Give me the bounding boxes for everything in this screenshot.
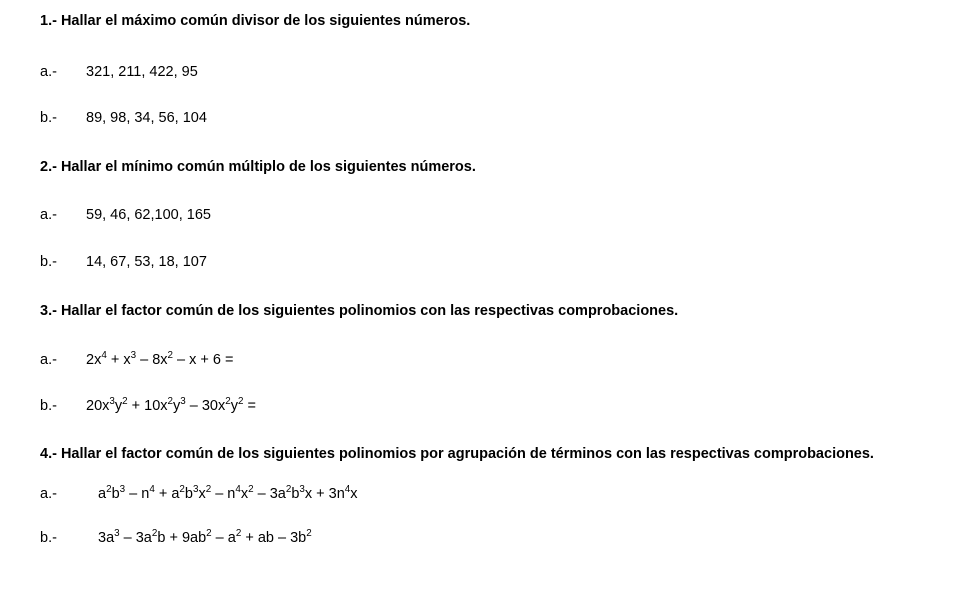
item-content: 89, 98, 34, 56, 104 — [86, 110, 207, 127]
item-content: $3a^3 - 3a^2b + 9ab^2 - a^2$ + ab – $3b^2$ — [98, 528, 312, 547]
question-4-item-b — [0, 529, 962, 549]
question-3-item-b — [0, 397, 962, 417]
item-label: a.- — [40, 63, 57, 80]
item-label: a.- — [40, 351, 57, 368]
question-1-item-b — [0, 109, 962, 129]
question-2 — [0, 158, 962, 178]
question-3-item-a — [0, 351, 962, 371]
item-label: b.- — [40, 530, 57, 547]
question-3-heading: 3.- Hallar el factor común de los siguientes polinomios con las respectivas comprobaciones. — [40, 303, 679, 320]
item-label: a.- — [40, 207, 57, 224]
item-label: b.- — [40, 397, 57, 414]
item-content: 59, 46, 62,100, 165 — [86, 207, 211, 224]
question-3 — [0, 302, 962, 322]
question-1 — [0, 12, 962, 32]
item-content: 14, 67, 53, 18, 107 — [86, 253, 207, 270]
question-2-item-b — [0, 253, 962, 273]
question-1-item-a — [0, 63, 962, 83]
item-content: $2x^4 + x^3 - 8x^2 - x + 6$ = — [86, 350, 234, 368]
item-content: 321, 211, 422, 95 — [86, 63, 198, 80]
question-4 — [0, 445, 962, 465]
item-label: b.- — [40, 253, 57, 270]
question-1-heading: 1.- Hallar el máximo común divisor de los siguientes números. — [40, 13, 471, 29]
item-content: $20x^3y^2 + 10x^2y^3 - 30x^2y^2$ = — [86, 395, 256, 414]
question-2-item-a — [0, 206, 962, 226]
item-label: a.- — [40, 485, 57, 502]
item-content: $a^2b^3 - n^4 + a^2b^3x^2 - n^4x^2 - 3a^2b^3x + 3n^4x$ — [98, 483, 358, 502]
question-4-heading: 4.- Hallar el factor común de los siguientes polinomios por agrupación de términos con las respectivas comprobaciones. — [40, 446, 874, 463]
question-4-item-a — [0, 485, 962, 505]
item-label: b.- — [40, 110, 57, 127]
question-2-heading: 2.- Hallar el mínimo común múltiplo de los siguientes números. — [40, 158, 476, 175]
